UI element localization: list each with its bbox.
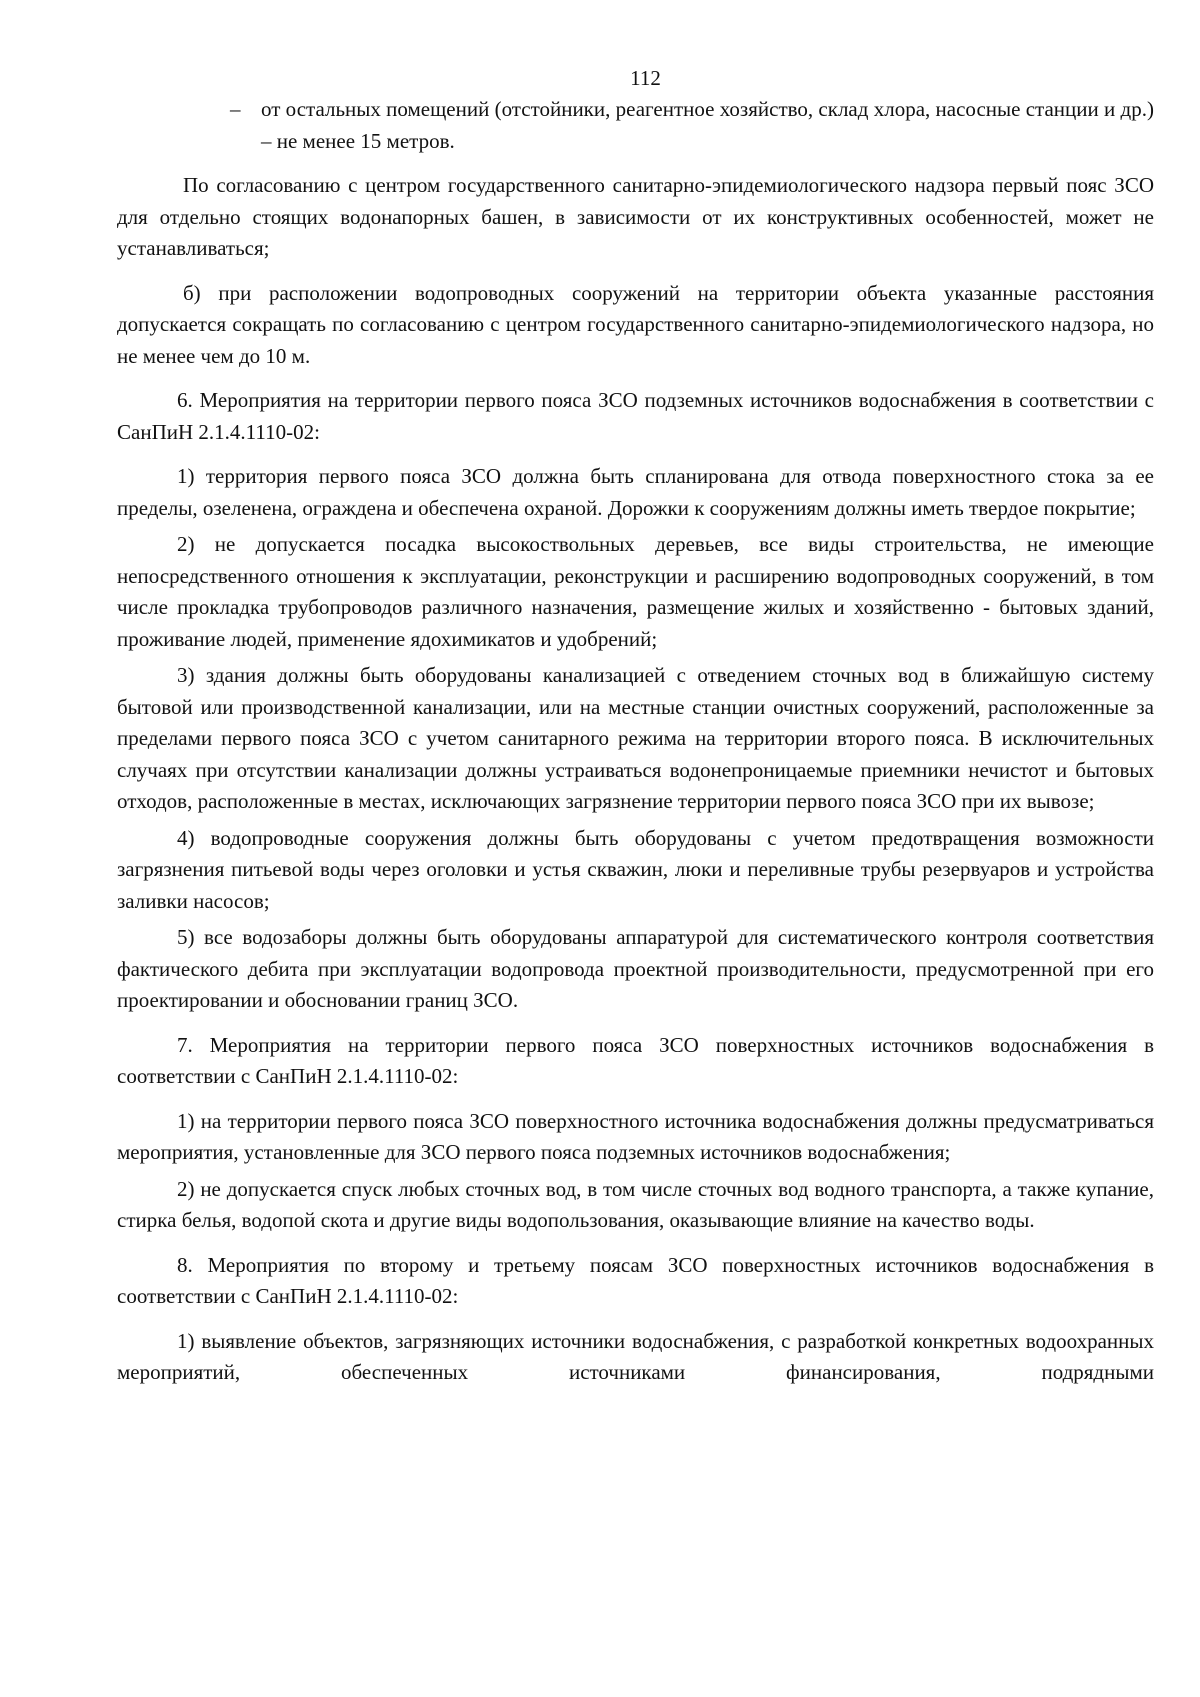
page-number: 112	[630, 66, 661, 90]
section-7-item-1: 1) на территории первого пояса ЗСО поверхностного источника водоснабжения должны предусматриваться мероприятия, установленные для ЗСО первого пояса подземных источников водоснабжения;	[117, 1108, 1154, 1164]
section-6-item-5: 5) все водозаборы должны быть оборудованы аппаратурой для систематического контроля соответствия фактического дебита при эксплуатации водопровода проектной производительности, предусмотренной при его проектировании и обосновании границ ЗСО.	[117, 925, 1154, 1012]
dash-marker: –	[230, 97, 241, 121]
dash-list-item-text: от остальных помещений (отстойники, реагентное хозяйство, склад хлора, насосные станции и др.) – не менее 15 метров.	[261, 97, 1154, 153]
dash-list-item	[230, 94, 1154, 157]
paragraph-distance-reduction: б) при расположении водопроводных сооружений на территории объекта указанные расстояния допускается сокращать по согласованию с центром государственного санитарно-эпидемиологического надзора, но не менее чем до 10 м.	[117, 280, 1154, 368]
section-6-item-4: 4) водопроводные сооружения должны быть оборудованы с учетом предотвращения возможности загрязнения питьевой воды через оголовки и устья скважин, люки и переливные трубы резервуаров и устройства заливки насосов;	[117, 825, 1154, 913]
section-8-heading: 8. Мероприятия по второму и третьему поясам ЗСО поверхностных источников водоснабжения в соответствии с СанПиН 2.1.4.1110-02:	[117, 1252, 1154, 1308]
section-7-heading: 7. Мероприятия на территории первого пояса ЗСО поверхностных источников водоснабжения в соответствии с СанПиН 2.1.4.1110-02:	[117, 1032, 1154, 1088]
section-6-heading: 6. Мероприятия на территории первого пояса ЗСО подземных источников водоснабжения в соответствии с СанПиН 2.1.4.1110-02:	[117, 388, 1154, 444]
section-7-item-2: 2) не допускается спуск любых сточных вод, в том числе сточных вод водного транспорта, а также купание, стирка белья, водопой скота и другие виды водопользования, оказывающие влияние на качество воды.	[117, 1176, 1154, 1232]
section-6-item-1: 1) территория первого пояса ЗСО должна быть спланирована для отвода поверхностного стока за ее пределы, озеленена, ограждена и обеспечена охраной. Дорожки к сооружениям должны иметь твердое покрытие;	[117, 464, 1154, 520]
section-8-item-1: 1) выявление объектов, загрязняющих источники водоснабжения, с разработкой конкретных водоохранных мероприятий, обеспеченных источниками финансирования, подрядными	[117, 1328, 1154, 1384]
paragraph-sanitary-agreement: По согласованию с центром государственного санитарно-эпидемиологического надзора первый пояс ЗСО для отдельно стоящих водонапорных башен, в зависимости от их конструктивных особенностей, может не устанавливаться;	[117, 173, 1154, 260]
section-6-item-2: 2) не допускается посадка высокоствольных деревьев, все виды строительства, не имеющие непосредственного отношения к эксплуатации, реконструкции и расширению водопроводных сооружений, в том числе прокладка трубопроводов различного назначения, размещение жилых и хозяйственно - бытовых зданий, проживание людей, применение ядохимикатов и удобрений;	[117, 532, 1154, 651]
section-6-item-3: 3) здания должны быть оборудованы канализацией с отведением сточных вод в ближайшую систему бытовой или производственной канализации, или на местные станции очистных сооружений, расположенные за пределами первого пояса ЗСО с учетом санитарного режима на территории второго пояса. В исключительных случаях при отсутствии канализации должны устраиваться водонепроницаемые приемники нечистот и бытовых отходов, расположенные в местах, исключающих загрязнение территории первого пояса ЗСО при их вывозе;	[117, 663, 1154, 813]
